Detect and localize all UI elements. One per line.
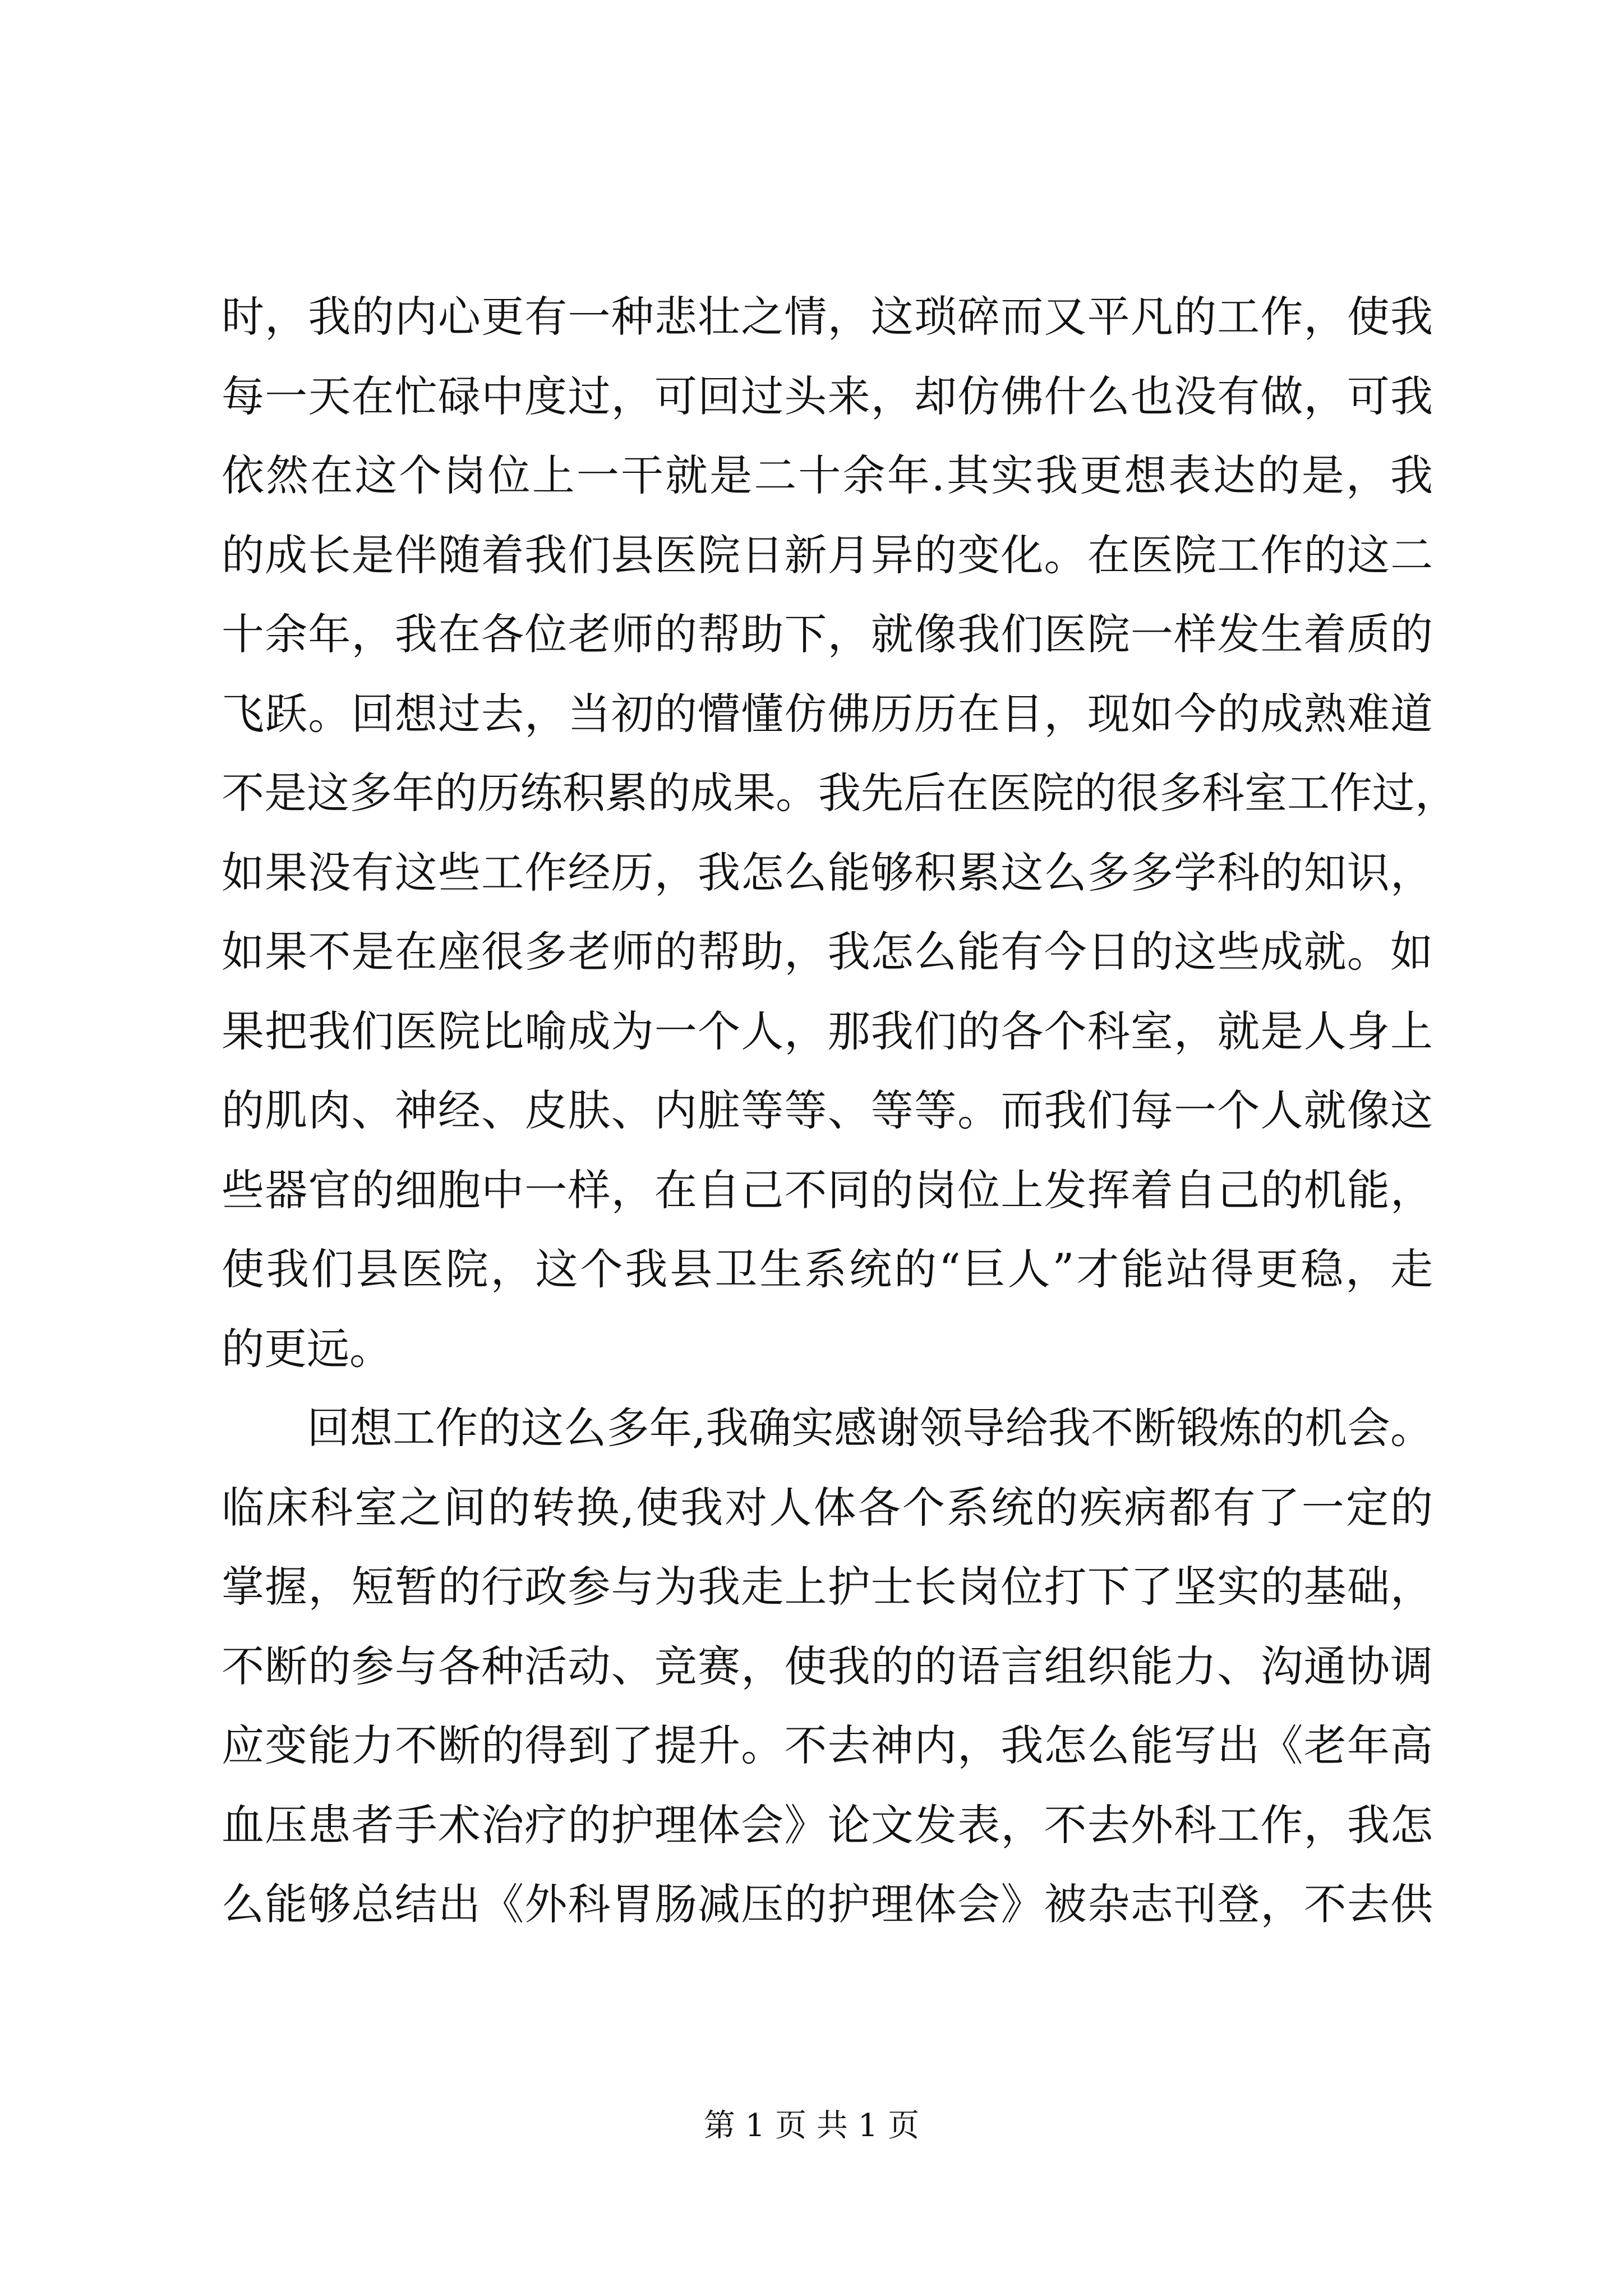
text-line: 每一天在忙碌中度过，可回过头来，却仿佛什么也没有做，可我 [222,371,1433,421]
text-line: 飞跃。回想过去，当初的懵懂仿佛历历在目，现如今的成熟难道 [222,688,1433,739]
text-line: 不断的参与各种活动、竞赛，使我的的语言组织能力、沟通协调 [222,1641,1433,1691]
text-line: 么能够总结出《外科胃肠减压的护理体会》被杂志刊登，不去供 [222,1879,1433,1929]
text-line: 的成长是伴随着我们县医院日新月异的变化。在医院工作的这二 [222,530,1433,580]
text-line: 果把我们医院比喻成为一个人，那我们的各个科室，就是人身上 [222,1006,1433,1056]
text-line: 应变能力不断的得到了提升。不去神内，我怎么能写出《老年高 [222,1720,1433,1770]
text-line: 如果没有这些工作经历，我怎么能够积累这么多多学科的知识， [222,847,1433,898]
text-line: 临床科室之间的转换,使我对人体各个系统的疾病都有了一定的 [222,1482,1433,1533]
text-line: 血压患者手术治疗的护理体会》论文发表，不去外科工作，我怎 [222,1800,1433,1850]
text-line: 的更远。 [222,1323,392,1374]
text-line: 十余年，我在各位老师的帮助下，就像我们医院一样发生着质的 [222,609,1433,659]
body-text [222,277,1458,1944]
text-line: 使我们县医院，这个我县卫生系统的“巨人”才能站得更稳，走 [222,1244,1433,1294]
text-line: 回想工作的这么多年,我确实感谢领导给我不断锻炼的机会。 [222,1403,1433,1453]
text-line: 的肌肉、神经、皮肤、内脏等等、等等。而我们每一个人就像这 [222,1085,1433,1135]
text-line: 依然在这个岗位上一干就是二十余年.其实我更想表达的是，我 [222,450,1433,500]
text-line: 不是这多年的历练积累的成果。我先后在医院的很多科室工作过， [222,768,1458,818]
text-line: 时，我的内心更有一种悲壮之情，这琐碎而又平凡的工作，使我 [222,292,1433,342]
page-footer: 第 1 页 共 1 页 [703,2108,920,2144]
text-line: 些器官的细胞中一样，在自己不同的岗位上发挥着自己的机能， [222,1165,1433,1215]
text-line: 如果不是在座很多老师的帮助，我怎么能有今日的这些成就。如 [222,927,1433,977]
text-line: 掌握，短暂的行政参与为我走上护士长岗位打下了坚实的基础， [222,1562,1433,1612]
